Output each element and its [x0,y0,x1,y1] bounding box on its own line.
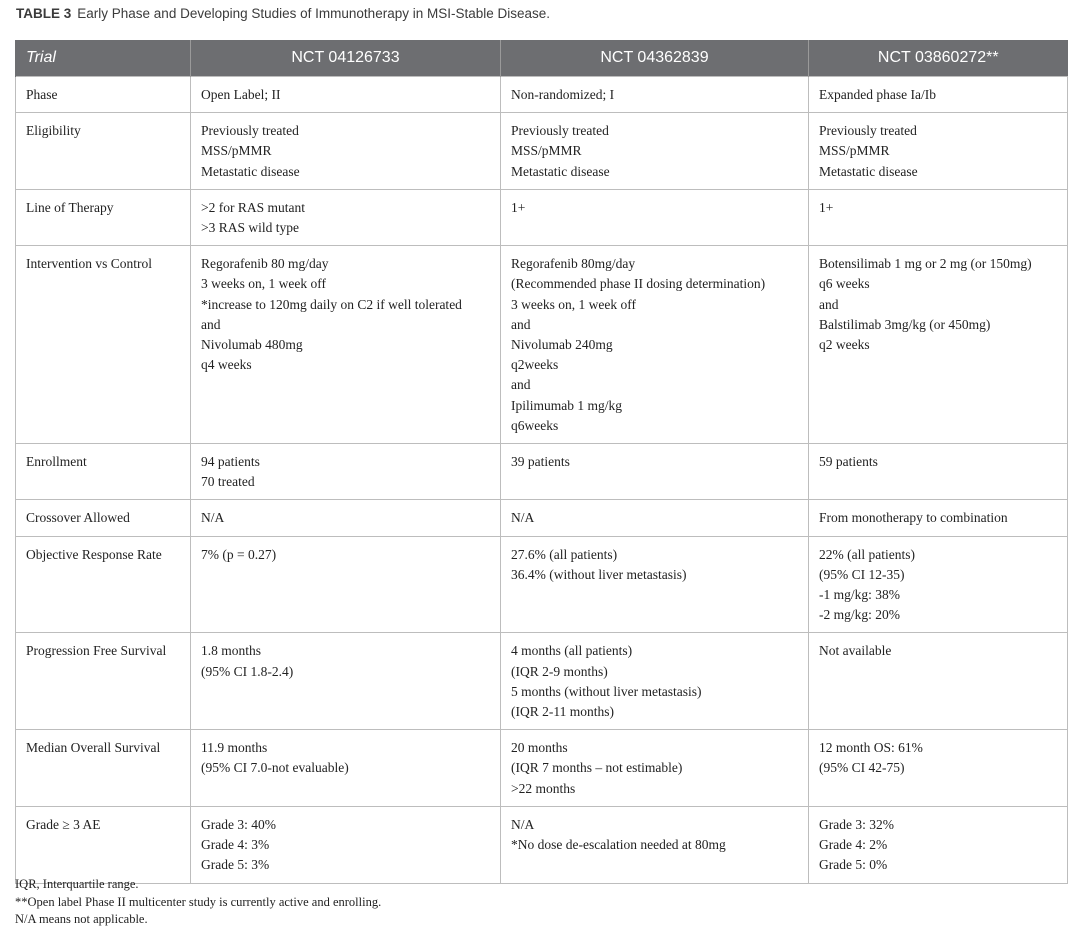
cell-line: q6weeks [511,417,559,433]
cell-line: q4 weeks [201,357,252,373]
cell-line: Open Label; II [201,87,281,102]
table-cell [809,500,1068,536]
cell-line: >22 months [511,780,576,796]
cell-line: MSS/pMMR [511,143,582,159]
header-nct-04362839: NCT 04362839 [501,40,809,77]
table-cell [501,113,809,190]
cell-line: 1+ [819,199,834,215]
table-cell [809,806,1068,883]
table-cell [809,730,1068,807]
cell-line: 27.6% (all patients) [511,546,618,562]
table-cell [501,444,809,500]
cell-line: Grade 3: 32% [819,816,894,832]
table-cell [191,246,501,444]
table-cell [809,113,1068,190]
table-cell [809,444,1068,500]
cell-line: 22% (all patients) [819,546,915,562]
cell-line: (IQR 2-9 months) [511,663,608,679]
cell-line: 20 months [511,740,568,756]
cell-line: 7% (p = 0.27) [201,546,277,562]
cell-line: Not available [819,643,892,659]
table-number: TABLE 3 [16,6,72,21]
cell-line: Nivolumab 480mg [201,337,303,353]
cell-line: 70 treated [201,474,255,490]
cell-line: 12 month OS: 61% [819,740,923,756]
cell-line: (95% CI 7.0-not evaluable) [201,760,349,776]
table-row [16,730,1068,807]
table-cell [191,730,501,807]
cell-line: Metastatic disease [201,163,300,179]
header-nct-04126733: NCT 04126733 [191,40,501,77]
table-cell [501,536,809,633]
table-row [16,633,1068,730]
table-row [16,806,1068,883]
table-caption [16,6,550,21]
cell-line: and [201,316,221,332]
table-row [16,444,1068,500]
cell-line: Ipilimumab 1 mg/kg [511,397,622,413]
cell-line: and [511,377,531,393]
table-cell [809,246,1068,444]
footnote-study-status: **Open label Phase II multicenter study is currently active and enrolling. [15,894,382,909]
cell-line: (IQR 2-11 months) [511,704,614,720]
table-cell [809,189,1068,245]
table-title: Early Phase and Developing Studies of Immunotherapy in MSI-Stable Disease. [77,6,551,21]
table-cell [191,536,501,633]
cell-line: Grade 4: 3% [201,837,270,853]
table-cell [501,246,809,444]
cell-line: MSS/pMMR [201,143,272,159]
row-label: Line of Therapy [16,189,191,245]
table-cell [501,806,809,883]
cell-line: 3 weeks on, 1 week off [201,276,326,292]
cell-line: 1+ [511,199,526,215]
row-label: Objective Response Rate [16,536,191,633]
cell-line: q6 weeks [819,276,870,292]
header-row [16,40,1068,77]
table-row [16,113,1068,190]
row-label: Intervention vs Control [16,246,191,444]
table-row [16,536,1068,633]
row-label: Progression Free Survival [16,633,191,730]
cell-line: >3 RAS wild type [201,220,299,236]
cell-line: q2weeks [511,357,559,373]
table-cell [191,500,501,536]
footnotes [15,876,381,929]
row-label: Median Overall Survival [16,730,191,807]
cell-line: 5 months (without liver metastasis) [511,683,702,699]
cell-line: Previously treated [819,123,917,139]
cell-line: Grade 5: 0% [819,857,888,873]
cell-line: *increase to 120mg daily on C2 if well tolerated [201,296,462,312]
cell-line: -1 mg/kg: 38% [819,587,900,603]
cell-line: Balstilimab 3mg/kg (or 450mg) [819,316,991,332]
cell-line: (95% CI 42-75) [819,760,905,776]
header-nct-03860272: NCT 03860272** [809,40,1068,77]
table-cell [501,500,809,536]
row-label: Crossover Allowed [16,500,191,536]
cell-line: 94 patients [201,454,260,470]
table-cell [809,536,1068,633]
trials-table [15,40,1068,884]
table-cell [191,189,501,245]
table-cell [191,633,501,730]
table-cell [191,806,501,883]
cell-line: Nivolumab 240mg [511,337,613,353]
cell-line: 11.9 months [201,740,268,756]
table-cell [501,77,809,113]
table-cell [501,189,809,245]
cell-line: N/A [511,510,535,526]
footnote-iqr: IQR, Interquartile range. [15,877,139,891]
cell-line: *No dose de-escalation needed at 80mg [511,837,726,853]
cell-line: Metastatic disease [511,163,610,179]
cell-line: From monotherapy to combination [819,510,1008,526]
cell-line: Grade 4: 2% [819,837,888,853]
table-cell [191,77,501,113]
cell-line: 3 weeks on, 1 week off [511,296,636,312]
table-cell [809,633,1068,730]
cell-line: Previously treated [201,123,299,139]
cell-line: q2 weeks [819,337,870,353]
cell-line: (95% CI 1.8-2.4) [201,663,294,679]
cell-line: Regorafenib 80mg/day [511,256,636,272]
cell-line: -2 mg/kg: 20% [819,607,900,623]
cell-line: 39 patients [511,454,570,470]
cell-line: and [819,296,839,312]
cell-line: Grade 3: 40% [201,816,276,832]
cell-line: (Recommended phase II dosing determination) [511,276,766,292]
cell-line: 4 months (all patients) [511,643,633,659]
table-row [16,189,1068,245]
cell-line: (IQR 7 months – not estimable) [511,760,683,776]
table-cell [809,77,1068,113]
cell-line: (95% CI 12-35) [819,566,905,582]
row-label: Eligibility [16,113,191,190]
row-label: Enrollment [16,444,191,500]
cell-line: Botensilimab 1 mg or 2 mg (or 150mg) [819,256,1032,272]
cell-line: N/A [511,816,535,832]
footnote-na: N/A means not applicable. [15,912,148,926]
cell-line: Expanded phase Ia/Ib [819,87,936,102]
cell-line: 1.8 months [201,643,262,659]
table-row [16,500,1068,536]
cell-line: Previously treated [511,123,609,139]
cell-line: 36.4% (without liver metastasis) [511,566,687,582]
cell-line: >2 for RAS mutant [201,199,305,215]
cell-line: Non-randomized; I [511,87,615,102]
header-trial: Trial [16,40,191,77]
cell-line: Metastatic disease [819,163,918,179]
row-label: Grade ≥ 3 AE [16,806,191,883]
table-row [16,77,1068,113]
table-cell [501,730,809,807]
table-cell [501,633,809,730]
cell-line: N/A [201,510,225,526]
cell-line: 59 patients [819,454,878,470]
table-row [16,246,1068,444]
table-cell [191,113,501,190]
table-cell [191,444,501,500]
cell-line: Grade 5: 3% [201,857,270,873]
row-label: Phase [16,77,191,113]
cell-line: MSS/pMMR [819,143,890,159]
cell-line: and [511,316,531,332]
cell-line: Regorafenib 80 mg/day [201,256,329,272]
